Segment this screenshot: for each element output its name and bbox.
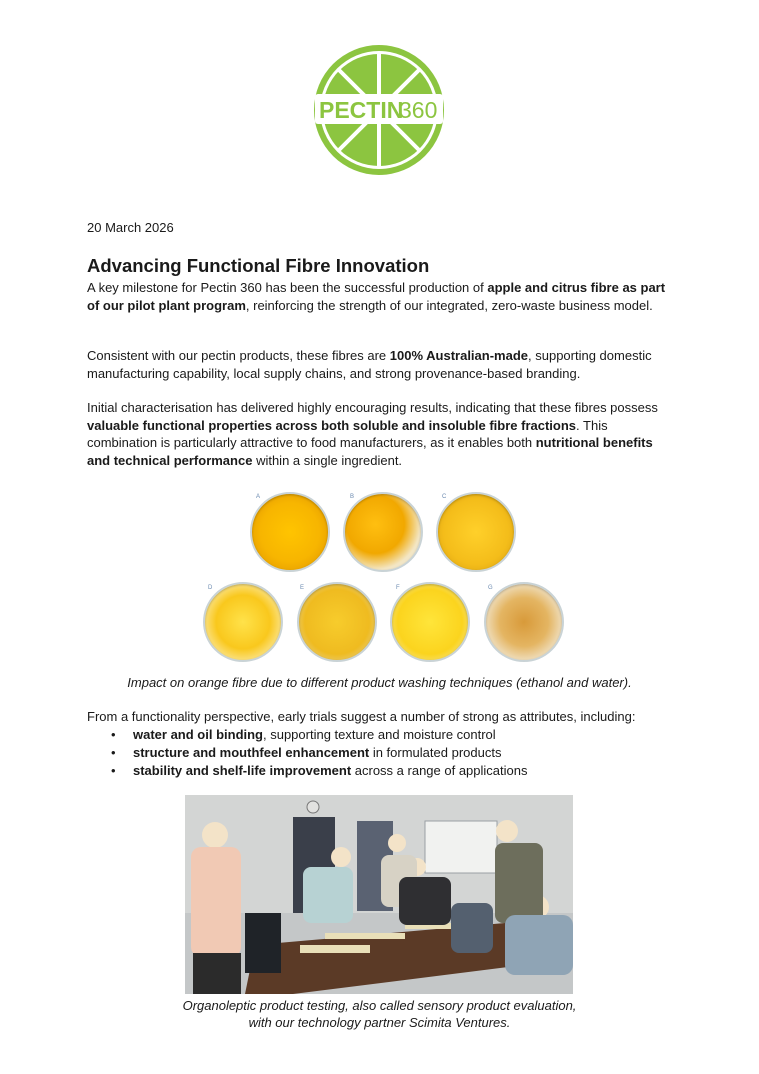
text-run: Initial characterisation has delivered highly encouraging results, indicating that these fibres possess <box>87 400 658 415</box>
dish-label-a: A <box>256 494 261 500</box>
petri-dish-e <box>297 582 377 662</box>
text-run: Consistent with our pectin products, these fibres are <box>87 348 390 363</box>
text-run: within a single ingredient. <box>252 452 403 468</box>
bold-run: water and oil binding <box>133 727 263 742</box>
paragraph-characterisation <box>87 399 677 469</box>
dish-label-c: C <box>442 494 447 500</box>
document-date: 20 March 2026 <box>87 220 174 235</box>
figure-caption-sensory <box>0 997 759 1031</box>
petri-dish-a <box>250 492 330 572</box>
text-run: across a range of applications <box>351 763 528 778</box>
bullet-icon: • <box>111 763 116 778</box>
figure-caption-fibre: Impact on orange fibre due to different product washing techniques (ethanol and water). <box>127 675 632 690</box>
bullet-icon: • <box>111 745 116 760</box>
text-run: , reinforcing the strength of our integrated, zero-waste business model. <box>245 297 653 313</box>
petri-dish-c <box>436 492 516 572</box>
bold-run: valuable functional properties across both soluble and insoluble fibre fractions <box>87 417 577 433</box>
text-run: . This combination is particularly attractive to food manufacturers, as it enables both <box>87 417 608 450</box>
list-item <box>108 762 527 780</box>
logo-text-secondary: 360 <box>399 97 438 123</box>
text-run: , supporting texture and moisture control <box>263 727 496 742</box>
dish-label-e: E <box>300 585 305 591</box>
caption-line: Organoleptic product testing, also called sensory product evaluation, <box>182 998 577 1013</box>
list-item <box>108 726 527 744</box>
list-item <box>108 744 527 762</box>
text-run: , supporting domestic manufacturing capability, local supply chains, and strong provenance-based branding. <box>87 348 652 381</box>
dish-label-f: F <box>396 585 400 591</box>
petri-dish-b <box>343 492 423 572</box>
bold-run: nutritional benefits and technical performance <box>87 435 653 468</box>
bold-run: apple and citrus fibre as part of our pilot plant program <box>87 280 666 313</box>
attribute-list <box>108 726 527 780</box>
paragraph-functionality: From a functionality perspective, early trials suggest a number of strong as attributes, including: <box>87 709 636 724</box>
dish-label-b: B <box>350 494 355 500</box>
petri-dish-f <box>390 582 470 662</box>
text-run: in formulated products <box>369 745 502 760</box>
logo-text-primary: PECTIN <box>319 97 404 123</box>
pectin360-logo <box>311 44 447 176</box>
dish-label-d: D <box>208 585 213 591</box>
bold-run: 100% Australian-made <box>389 348 529 363</box>
page-title: Advancing Functional Fibre Innovation <box>87 255 430 276</box>
text-run: A key milestone for Pectin 360 has been the successful production of <box>87 280 488 295</box>
bullet-icon: • <box>111 727 116 742</box>
bold-run: structure and mouthfeel enhancement <box>133 745 370 760</box>
petri-dish-g <box>484 582 564 662</box>
sensory-testing-photo <box>185 795 573 994</box>
paragraph-milestone <box>87 279 677 314</box>
petri-dish-d <box>203 582 283 662</box>
petri-dish-figure <box>200 490 570 665</box>
dish-label-g: G <box>488 585 493 591</box>
paragraph-australian-made <box>87 347 677 382</box>
bold-run: stability and shelf-life improvement <box>133 763 352 778</box>
caption-line: with our technology partner Scimita Ventures. <box>248 1015 511 1030</box>
